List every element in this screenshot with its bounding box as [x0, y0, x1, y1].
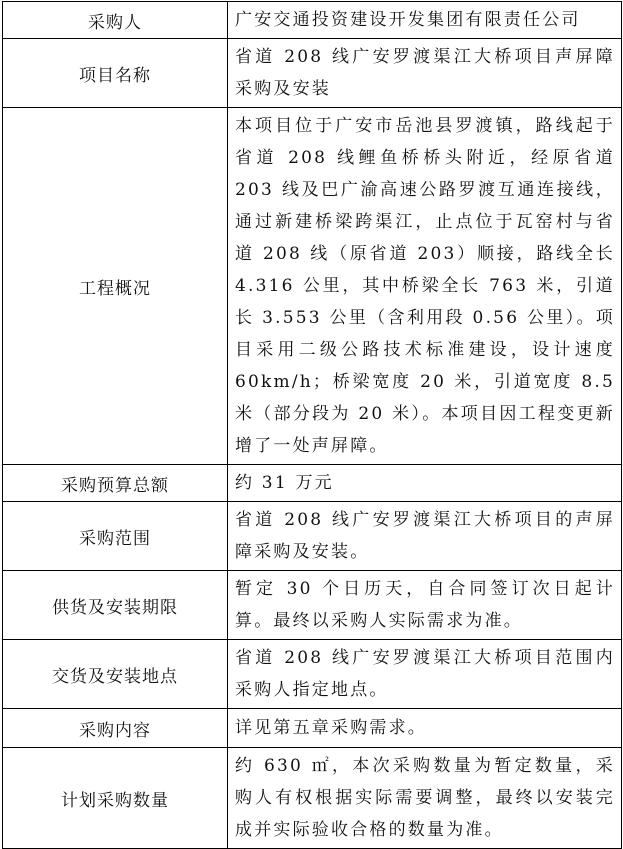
table-row [3, 709, 622, 748]
row-label: 计划采购数量 [3, 748, 228, 849]
table-row [3, 465, 622, 502]
table-row [3, 640, 622, 709]
row-label: 项目名称 [3, 39, 228, 108]
table-row [3, 748, 622, 849]
row-value: 省道 208 线广安罗渡渠江大桥项目范围内采购人指定地点。 [228, 640, 622, 709]
procurement-info-table [2, 1, 622, 849]
row-label: 采购人 [3, 2, 228, 39]
row-label: 供货及安装期限 [3, 571, 228, 640]
table-row [3, 108, 622, 465]
table-row [3, 2, 622, 39]
row-value: 本项目位于广安市岳池县罗渡镇，路线起于省道 208 线鲤鱼桥桥头附近，经原省道 203 线及巴广渝高速公路罗渡互通连接线，通过新建桥梁跨渠江，止点位于瓦窑村与省道 208 线（原省道 203）顺接，路线全长 4.316 公里，其中桥梁全长 763 米，引道长 3.553 公里（含利用段 0.56 公里）。项目采用二级公路技术标准建设，设计速度 60km/h；桥梁宽度 20 米，引道宽度 8.5 米（部分段为 20 米）。本项目因工程变更新增了一处声屏障。 [228, 108, 622, 465]
table-row [3, 571, 622, 640]
row-label: 采购预算总额 [3, 465, 228, 502]
table-row [3, 502, 622, 571]
row-value: 约 630 ㎡，本次采购数量为暂定数量，采购人有权根据实际需要调整，最终以安装完成并实际验收合格的数量为准。 [228, 748, 622, 849]
row-value: 省道 208 线广安罗渡渠江大桥项目的声屏障采购及安装。 [228, 502, 622, 571]
row-label: 采购范围 [3, 502, 228, 571]
table-row [3, 39, 622, 108]
row-value: 广安交通投资建设开发集团有限责任公司 [228, 2, 622, 39]
row-label: 工程概况 [3, 108, 228, 465]
row-label: 交货及安装地点 [3, 640, 228, 709]
row-value: 详见第五章采购需求。 [228, 709, 622, 748]
row-label: 采购内容 [3, 709, 228, 748]
row-value: 约 31 万元 [228, 465, 622, 502]
row-value: 省道 208 线广安罗渡渠江大桥项目声屏障采购及安装 [228, 39, 622, 108]
row-value: 暂定 30 个日历天，自合同签订次日起计算。最终以采购人实际需求为准。 [228, 571, 622, 640]
